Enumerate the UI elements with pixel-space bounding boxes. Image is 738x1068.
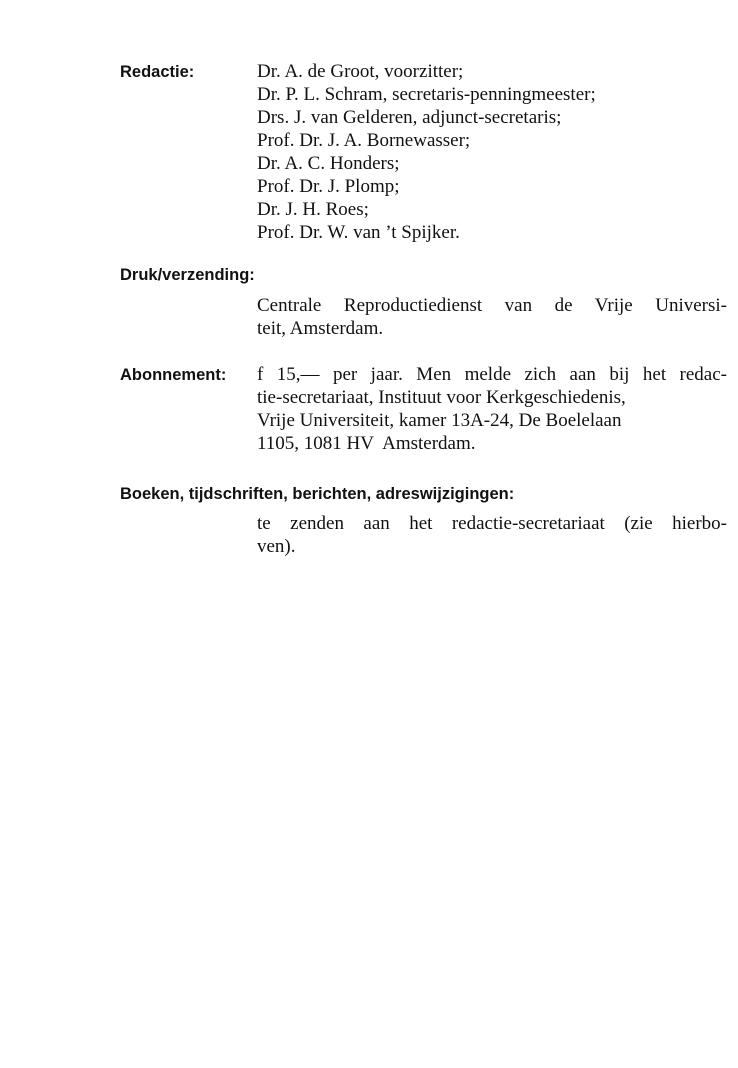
druk-verzending-text bbox=[257, 294, 727, 340]
abonnement-line: Vrije Universiteit, kamer 13A-24, De Boelelaan bbox=[257, 410, 622, 431]
boeken-text bbox=[257, 512, 727, 558]
redactie-label: Redactie: bbox=[120, 63, 195, 81]
druk-verzending-label: Druk/verzending: bbox=[120, 266, 255, 284]
druk-line: teit, Amsterdam. bbox=[257, 318, 384, 339]
redactie-line: Drs. J. van Gelderen, adjunct-secretaris; bbox=[257, 107, 562, 128]
abonnement-line: f 15,— per jaar. Men melde zich aan bij het redac- bbox=[257, 364, 727, 385]
boeken-line: ven). bbox=[257, 536, 296, 557]
redactie-line: Dr. J. H. Roes; bbox=[257, 199, 369, 220]
abonnement-line: 1105, 1081 HV Amsterdam. bbox=[257, 433, 476, 454]
redactie-line: Prof. Dr. W. van ’t Spijker. bbox=[257, 222, 460, 243]
redactie-line: Prof. Dr. J. A. Bornewasser; bbox=[257, 130, 471, 151]
abonnement-text bbox=[257, 363, 727, 455]
boeken-label: Boeken, tijdschriften, berichten, adreswijzigingen: bbox=[120, 485, 515, 503]
abonnement-label: Abonnement: bbox=[120, 366, 227, 384]
druk-line: Centrale Reproductiedienst van de Vrije Universi- bbox=[257, 295, 727, 316]
redactie-members bbox=[257, 60, 727, 244]
redactie-line: Dr. A. C. Honders; bbox=[257, 153, 400, 174]
redactie-line: Dr. A. de Groot, voorzitter; bbox=[257, 61, 464, 82]
abonnement-line: tie-secretariaat, Instituut voor Kerkgeschiedenis, bbox=[257, 387, 626, 408]
redactie-line: Prof. Dr. J. Plomp; bbox=[257, 176, 400, 197]
boeken-line: te zenden aan het redactie-secretariaat (zie hierbo- bbox=[257, 513, 727, 534]
redactie-line: Dr. P. L. Schram, secretaris-penningmeester; bbox=[257, 84, 596, 105]
